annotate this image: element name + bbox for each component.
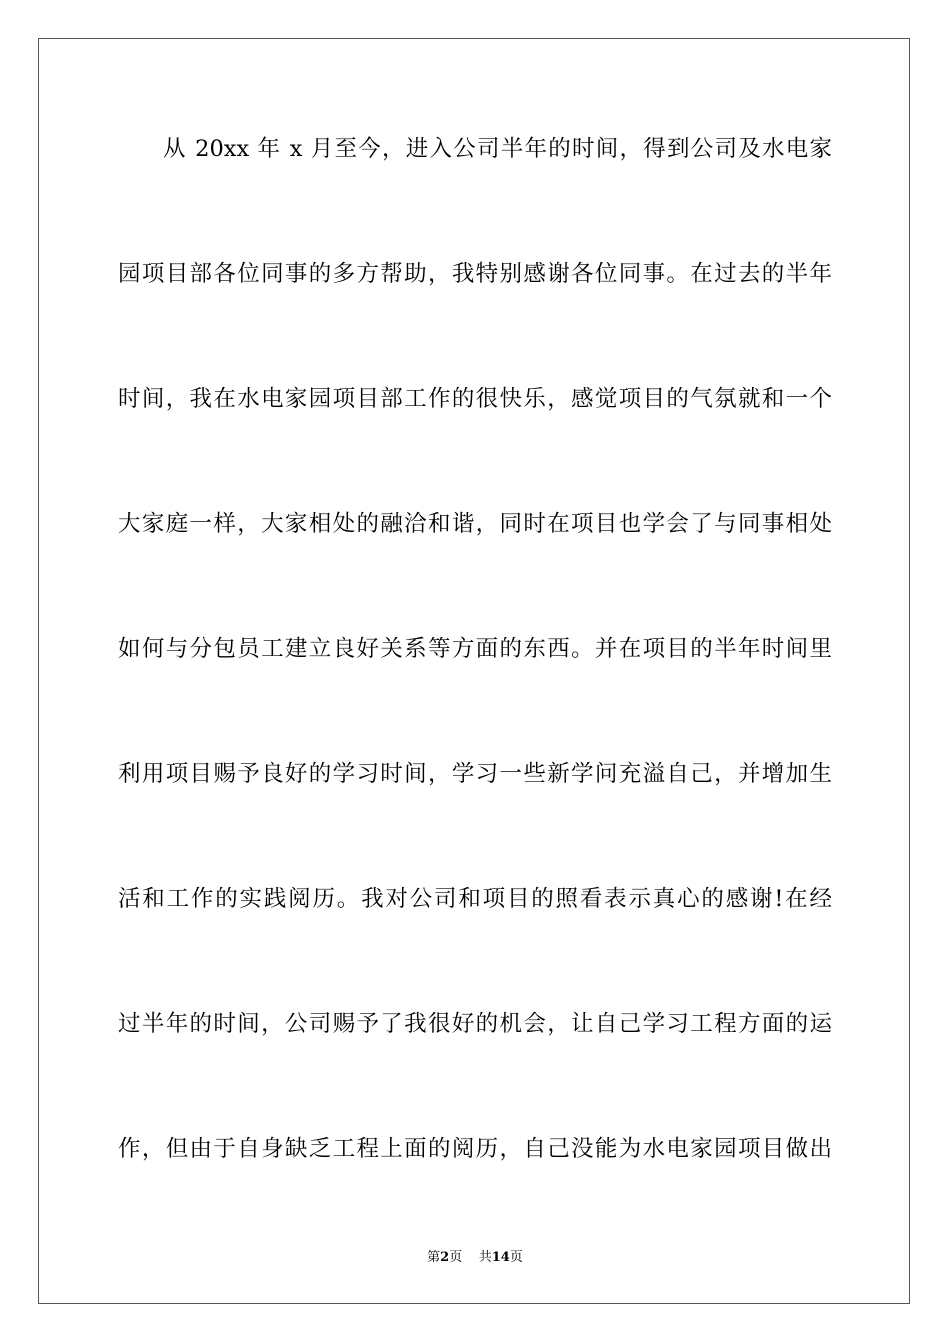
body-text-line-2: 园项目部各位同事的多方帮助，我特别感谢各位同事。在过去的半年 [118,261,832,287]
body-text-line-4: 大家庭一样，大家相处的融洽和谐，同时在项目也学会了与同事相处 [118,511,832,537]
page-footer [0,1250,950,1266]
body-text-line-5: 如何与分包员工建立良好关系等方面的东西。并在项目的半年时间里 [118,636,832,662]
body-text-line-7: 活和工作的实践阅历。我对公司和项目的照看表示真心的感谢!在经 [118,886,832,912]
footer-page-suffix: 页 [449,1250,463,1265]
body-text-line-6: 利用项目赐予良好的学习时间，学习一些新学问充溢自己，并增加生 [118,761,832,787]
footer-page-number: 2 [440,1250,450,1265]
body-text-line-8: 过半年的时间，公司赐予了我很好的机会，让自己学习工程方面的运 [118,1011,832,1037]
body-text-line-9: 作，但由于自身缺乏工程上面的阅历，自己没能为水电家园项目做出 [118,1136,832,1162]
page-border [38,38,910,1304]
footer-page-prefix: 第 [427,1250,441,1265]
footer-total-prefix: 共 [478,1250,492,1265]
footer-total-suffix: 页 [509,1250,523,1265]
footer-total-pages: 14 [491,1250,510,1265]
body-text-line-3: 时间，我在水电家园项目部工作的很快乐，感觉项目的气氛就和一个 [118,386,832,412]
body-text-line-1: 从 20xx 年 x 月至今，进入公司半年的时间，得到公司及水电家 [163,136,832,162]
